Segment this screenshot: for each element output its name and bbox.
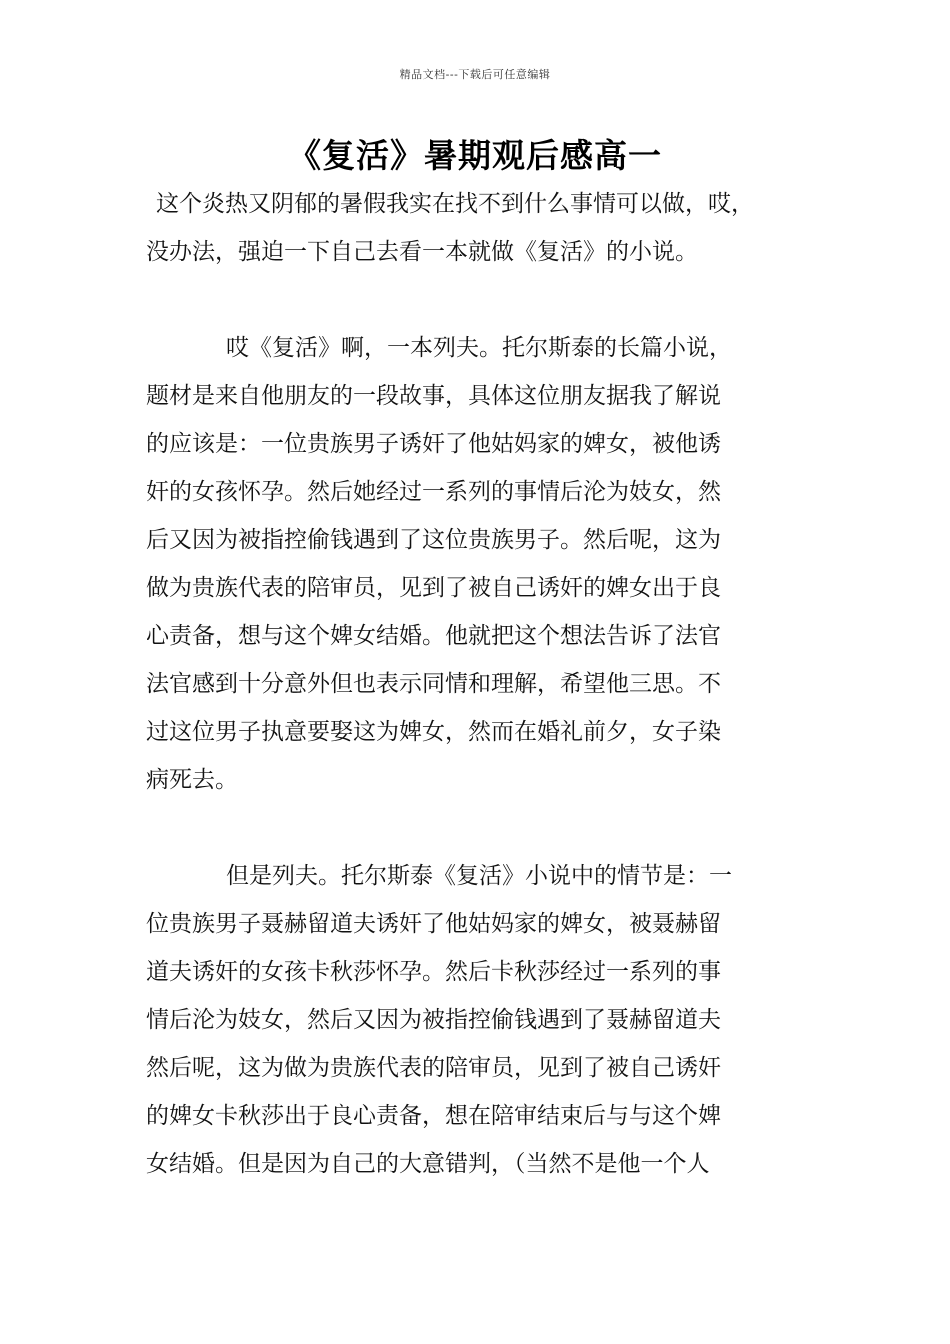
document-body <box>146 180 810 1188</box>
paragraph-1-line: 这个炎热又阴郁的暑假我实在找不到什么事情可以做，哎， <box>156 191 754 217</box>
paragraph-1-line: 没办法，强迫一下自己去看一本就做《复活》的小说。 <box>146 239 698 265</box>
paragraph-3-line: 道夫诱奸的女孩卡秋莎怀孕。然后卡秋莎经过一系列的事 <box>146 959 721 985</box>
paragraph-3-line: 情后沦为妓女，然后又因为被指控偷钱遇到了聂赫留道夫 <box>146 1007 721 1033</box>
paragraph-3-line: 然后呢，这为做为贵族代表的陪审员，见到了被自己诱奸 <box>146 1055 721 1081</box>
paragraph-3-line: 位贵族男子聂赫留道夫诱奸了他姑妈家的婢女，被聂赫留 <box>146 911 721 937</box>
paragraph-2-line: 奸的女孩怀孕。然后她经过一系列的事情后沦为妓女，然 <box>146 479 721 505</box>
paragraph-2-line: 做为贵族代表的陪审员，见到了被自己诱奸的婢女出于良 <box>146 575 721 601</box>
paragraph-3-line: 的婢女卡秋莎出于良心责备，想在陪审结束后与与这个婢 <box>146 1103 721 1129</box>
paragraph-2-line: 法官感到十分意外但也表示同情和理解，希望他三思。不 <box>146 671 721 697</box>
header-note: 精品文档---下载后可任意编辑 <box>399 68 551 81</box>
paragraph-3-line: 女结婚。但是因为自己的大意错判，（当然不是他一个人 <box>146 1151 710 1177</box>
paragraph-2-line: 病死去。 <box>146 767 238 793</box>
paragraph-2-line: 后又因为被指控偷钱遇到了这位贵族男子。然后呢，这为 <box>146 527 721 553</box>
paragraph-gap <box>146 276 810 324</box>
paragraph-2-line: 的应该是：一位贵族男子诱奸了他姑妈家的婢女，被他诱 <box>146 431 721 457</box>
paragraph-2-line: 题材是来自他朋友的一段故事，具体这位朋友据我了解说 <box>146 383 721 409</box>
paragraph-3-line: 但是列夫。托尔斯泰《复活》小说中的情节是：一 <box>226 863 732 889</box>
paragraph-gap <box>146 804 810 852</box>
paragraph-2-line: 哎《复活》啊，一本列夫。托尔斯泰的长篇小说， <box>226 335 732 361</box>
paragraph-2-line: 过这位男子执意要娶这为婢女，然而在婚礼前夕，女子染 <box>146 719 721 745</box>
paragraph-2-line: 心责备，想与这个婢女结婚。他就把这个想法告诉了法官 <box>146 623 721 649</box>
document-title: 《复活》暑期观后感高一 <box>288 136 662 175</box>
